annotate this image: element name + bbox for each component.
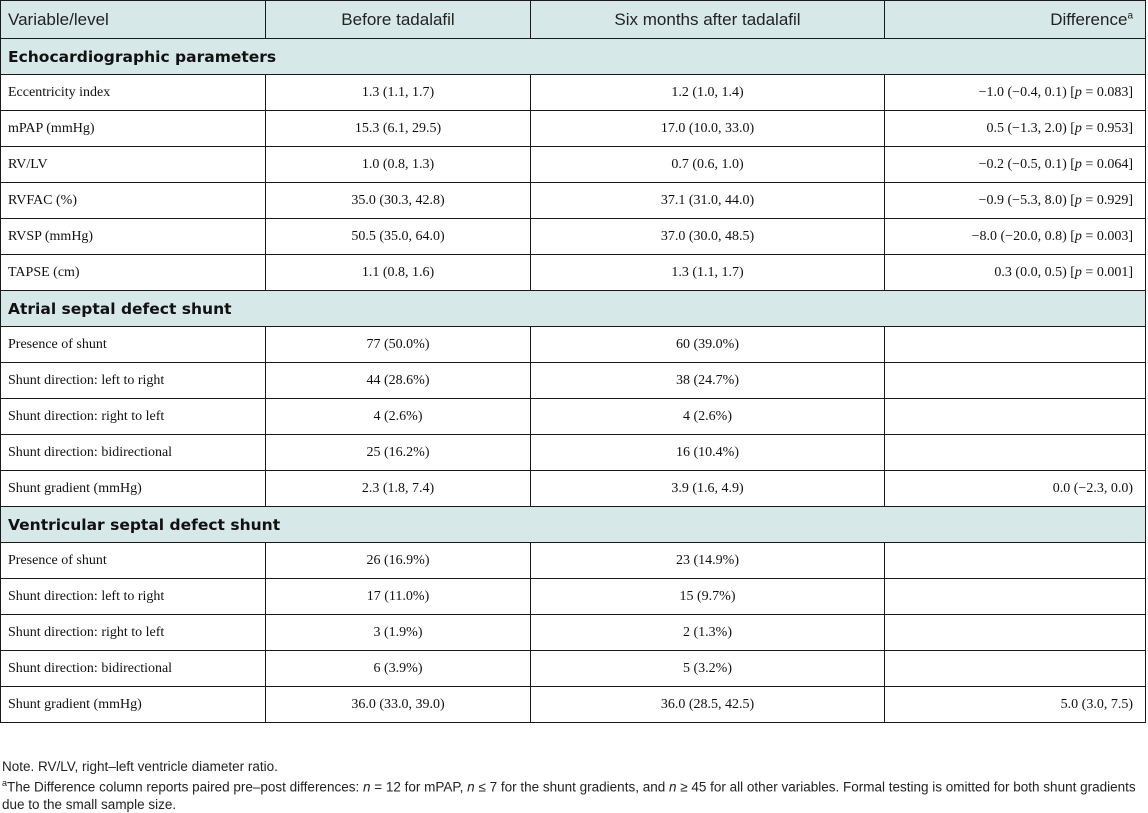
cell-before: 15.3 (6.1, 29.5) [266,111,531,147]
cell-difference: −8.0 (−20.0, 0.8) [p = 0.003] [885,219,1146,255]
p-value-prefix: [p = [1066,156,1097,172]
header-variable: Variable/level [1,1,266,39]
p-value-prefix: [p = [1066,228,1097,244]
cell-variable: Shunt direction: right to left [1,615,266,651]
cell-before: 2.3 (1.8, 7.4) [266,471,531,507]
table-row [1,75,1146,111]
cell-variable: Shunt gradient (mmHg) [1,687,266,723]
table-row [1,615,1146,651]
cell-variable: RVSP (mmHg) [1,219,266,255]
cell-before: 50.5 (35.0, 64.0) [266,219,531,255]
difference-value: −1.0 (−0.4, 0.1) [978,84,1067,100]
note-footnote: $^a$The Difference column reports paired pre–post differences: n = 12 for mPAP, n ≤ 7 for the shunt gradients, and n ≥ 45 for all other variables. Formal testing is omitted for both shunt gradients due to the small sample size. [2,778,1136,812]
cell-variable: RVFAC (%) [1,183,266,219]
section-title: Echocardiographic parameters [1,39,1146,75]
cell-difference: 0.3 (0.0, 0.5) [p = 0.001] [885,255,1146,291]
cell-before: 1.1 (0.8, 1.6) [266,255,531,291]
header-difference: Difference$^a$ [885,1,1146,39]
cell-after: 2 (1.3%) [531,615,885,651]
cell-variable: Shunt direction: bidirectional [1,435,266,471]
section-header-row [1,291,1146,327]
cell-difference [885,687,1146,723]
table-row [1,147,1146,183]
p-value: 0.083 [1096,84,1129,100]
p-value-prefix: [p = [1066,264,1097,280]
cell-difference [885,435,1146,471]
table-row [1,651,1146,687]
cell-variable: TAPSE (cm) [1,255,266,291]
cell-before: 25 (16.2%) [266,435,531,471]
table-row [1,219,1146,255]
p-value-prefix: [p = [1066,192,1097,208]
table-body [1,39,1146,723]
table-row [1,111,1146,147]
cell-variable: RV/LV [1,147,266,183]
cell-variable: Presence of shunt [1,543,266,579]
cell-variable: Shunt direction: bidirectional [1,651,266,687]
p-value: 0.929 [1096,192,1129,208]
p-value-prefix: [p = [1066,120,1097,136]
header-after: Six months after tadalafil [531,1,885,39]
table-header [1,1,1146,39]
section-header-row [1,39,1146,75]
cell-after: 37.0 (30.0, 48.5) [531,219,885,255]
cell-difference [885,651,1146,687]
cell-variable: Shunt direction: left to right [1,363,266,399]
cell-difference: 0.5 (−1.3, 2.0) [p = 0.953] [885,111,1146,147]
difference-value: 0.3 (0.0, 0.5) [994,264,1067,280]
table-row [1,435,1146,471]
cell-after: 23 (14.9%) [531,543,885,579]
section-header-row [1,507,1146,543]
section-title: Ventricular septal defect shunt [1,507,1146,543]
p-value: 0.064 [1096,156,1129,172]
difference-value: −0.9 (−5.3, 8.0) [978,192,1067,208]
cell-before: 1.0 (0.8, 1.3) [266,147,531,183]
cell-after: 17.0 (10.0, 33.0) [531,111,885,147]
cell-before: 44 (28.6%) [266,363,531,399]
footnote-marker: a [2,778,8,788]
footnote-marker: a [1127,9,1133,21]
header-before: Before tadalafil [266,1,531,39]
cell-difference [885,327,1146,363]
difference-value: −8.0 (−20.0, 0.8) [971,228,1067,244]
cell-before: 3 (1.9%) [266,615,531,651]
cell-after: 38 (24.7%) [531,363,885,399]
cell-after: 60 (39.0%) [531,327,885,363]
cell-variable: Shunt gradient (mmHg) [1,471,266,507]
table-row [1,687,1146,723]
difference-value: 5.0 (3.0, 7.5) [1060,696,1133,712]
table-row [1,543,1146,579]
cell-before: 1.3 (1.1, 1.7) [266,75,531,111]
cell-after: 5 (3.2%) [531,651,885,687]
cell-after: 4 (2.6%) [531,399,885,435]
cell-difference: −0.9 (−5.3, 8.0) [p = 0.929] [885,183,1146,219]
cell-before: 77 (50.0%) [266,327,531,363]
p-value: 0.953 [1096,120,1129,136]
cell-difference [885,363,1146,399]
cell-before: 17 (11.0%) [266,579,531,615]
cell-variable: Shunt direction: left to right [1,579,266,615]
note-abbreviations: Note. RV/LV, right–left ventricle diameter ratio. [2,759,278,774]
cell-after: 37.1 (31.0, 44.0) [531,183,885,219]
cell-difference [885,579,1146,615]
cell-after: 15 (9.7%) [531,579,885,615]
table-row [1,327,1146,363]
cell-variable: Presence of shunt [1,327,266,363]
cell-difference [885,471,1146,507]
difference-value: 0.5 (−1.3, 2.0) [986,120,1067,136]
cell-difference [885,399,1146,435]
cell-before: 35.0 (30.3, 42.8) [266,183,531,219]
cell-difference [885,543,1146,579]
difference-value: 0.0 (−2.3, 0.0) [1052,480,1133,496]
cell-after: 1.3 (1.1, 1.7) [531,255,885,291]
p-value: 0.001 [1096,264,1129,280]
cell-difference: −1.0 (−0.4, 0.1) [p = 0.083] [885,75,1146,111]
table-row [1,183,1146,219]
p-value: 0.003 [1096,228,1129,244]
table-row [1,399,1146,435]
cell-before: 6 (3.9%) [266,651,531,687]
cell-difference: −0.2 (−0.5, 0.1) [p = 0.064] [885,147,1146,183]
cell-variable: Eccentricity index [1,75,266,111]
table-row [1,471,1146,507]
p-value-prefix: [p = [1066,84,1097,100]
cell-variable: mPAP (mmHg) [1,111,266,147]
table-row [1,255,1146,291]
cell-after: 0.7 (0.6, 1.0) [531,147,885,183]
section-title: Atrial septal defect shunt [1,291,1146,327]
table-row [1,579,1146,615]
cell-after: 3.9 (1.6, 4.9) [531,471,885,507]
table-notes [2,758,1146,813]
cell-before: 26 (16.9%) [266,543,531,579]
cell-after: 1.2 (1.0, 1.4) [531,75,885,111]
cell-variable: Shunt direction: right to left [1,399,266,435]
cell-before: 36.0 (33.0, 39.0) [266,687,531,723]
cell-after: 16 (10.4%) [531,435,885,471]
cell-after: 36.0 (28.5, 42.5) [531,687,885,723]
cell-before: 4 (2.6%) [266,399,531,435]
difference-value: −0.2 (−0.5, 0.1) [978,156,1067,172]
cell-difference [885,615,1146,651]
table-row [1,363,1146,399]
